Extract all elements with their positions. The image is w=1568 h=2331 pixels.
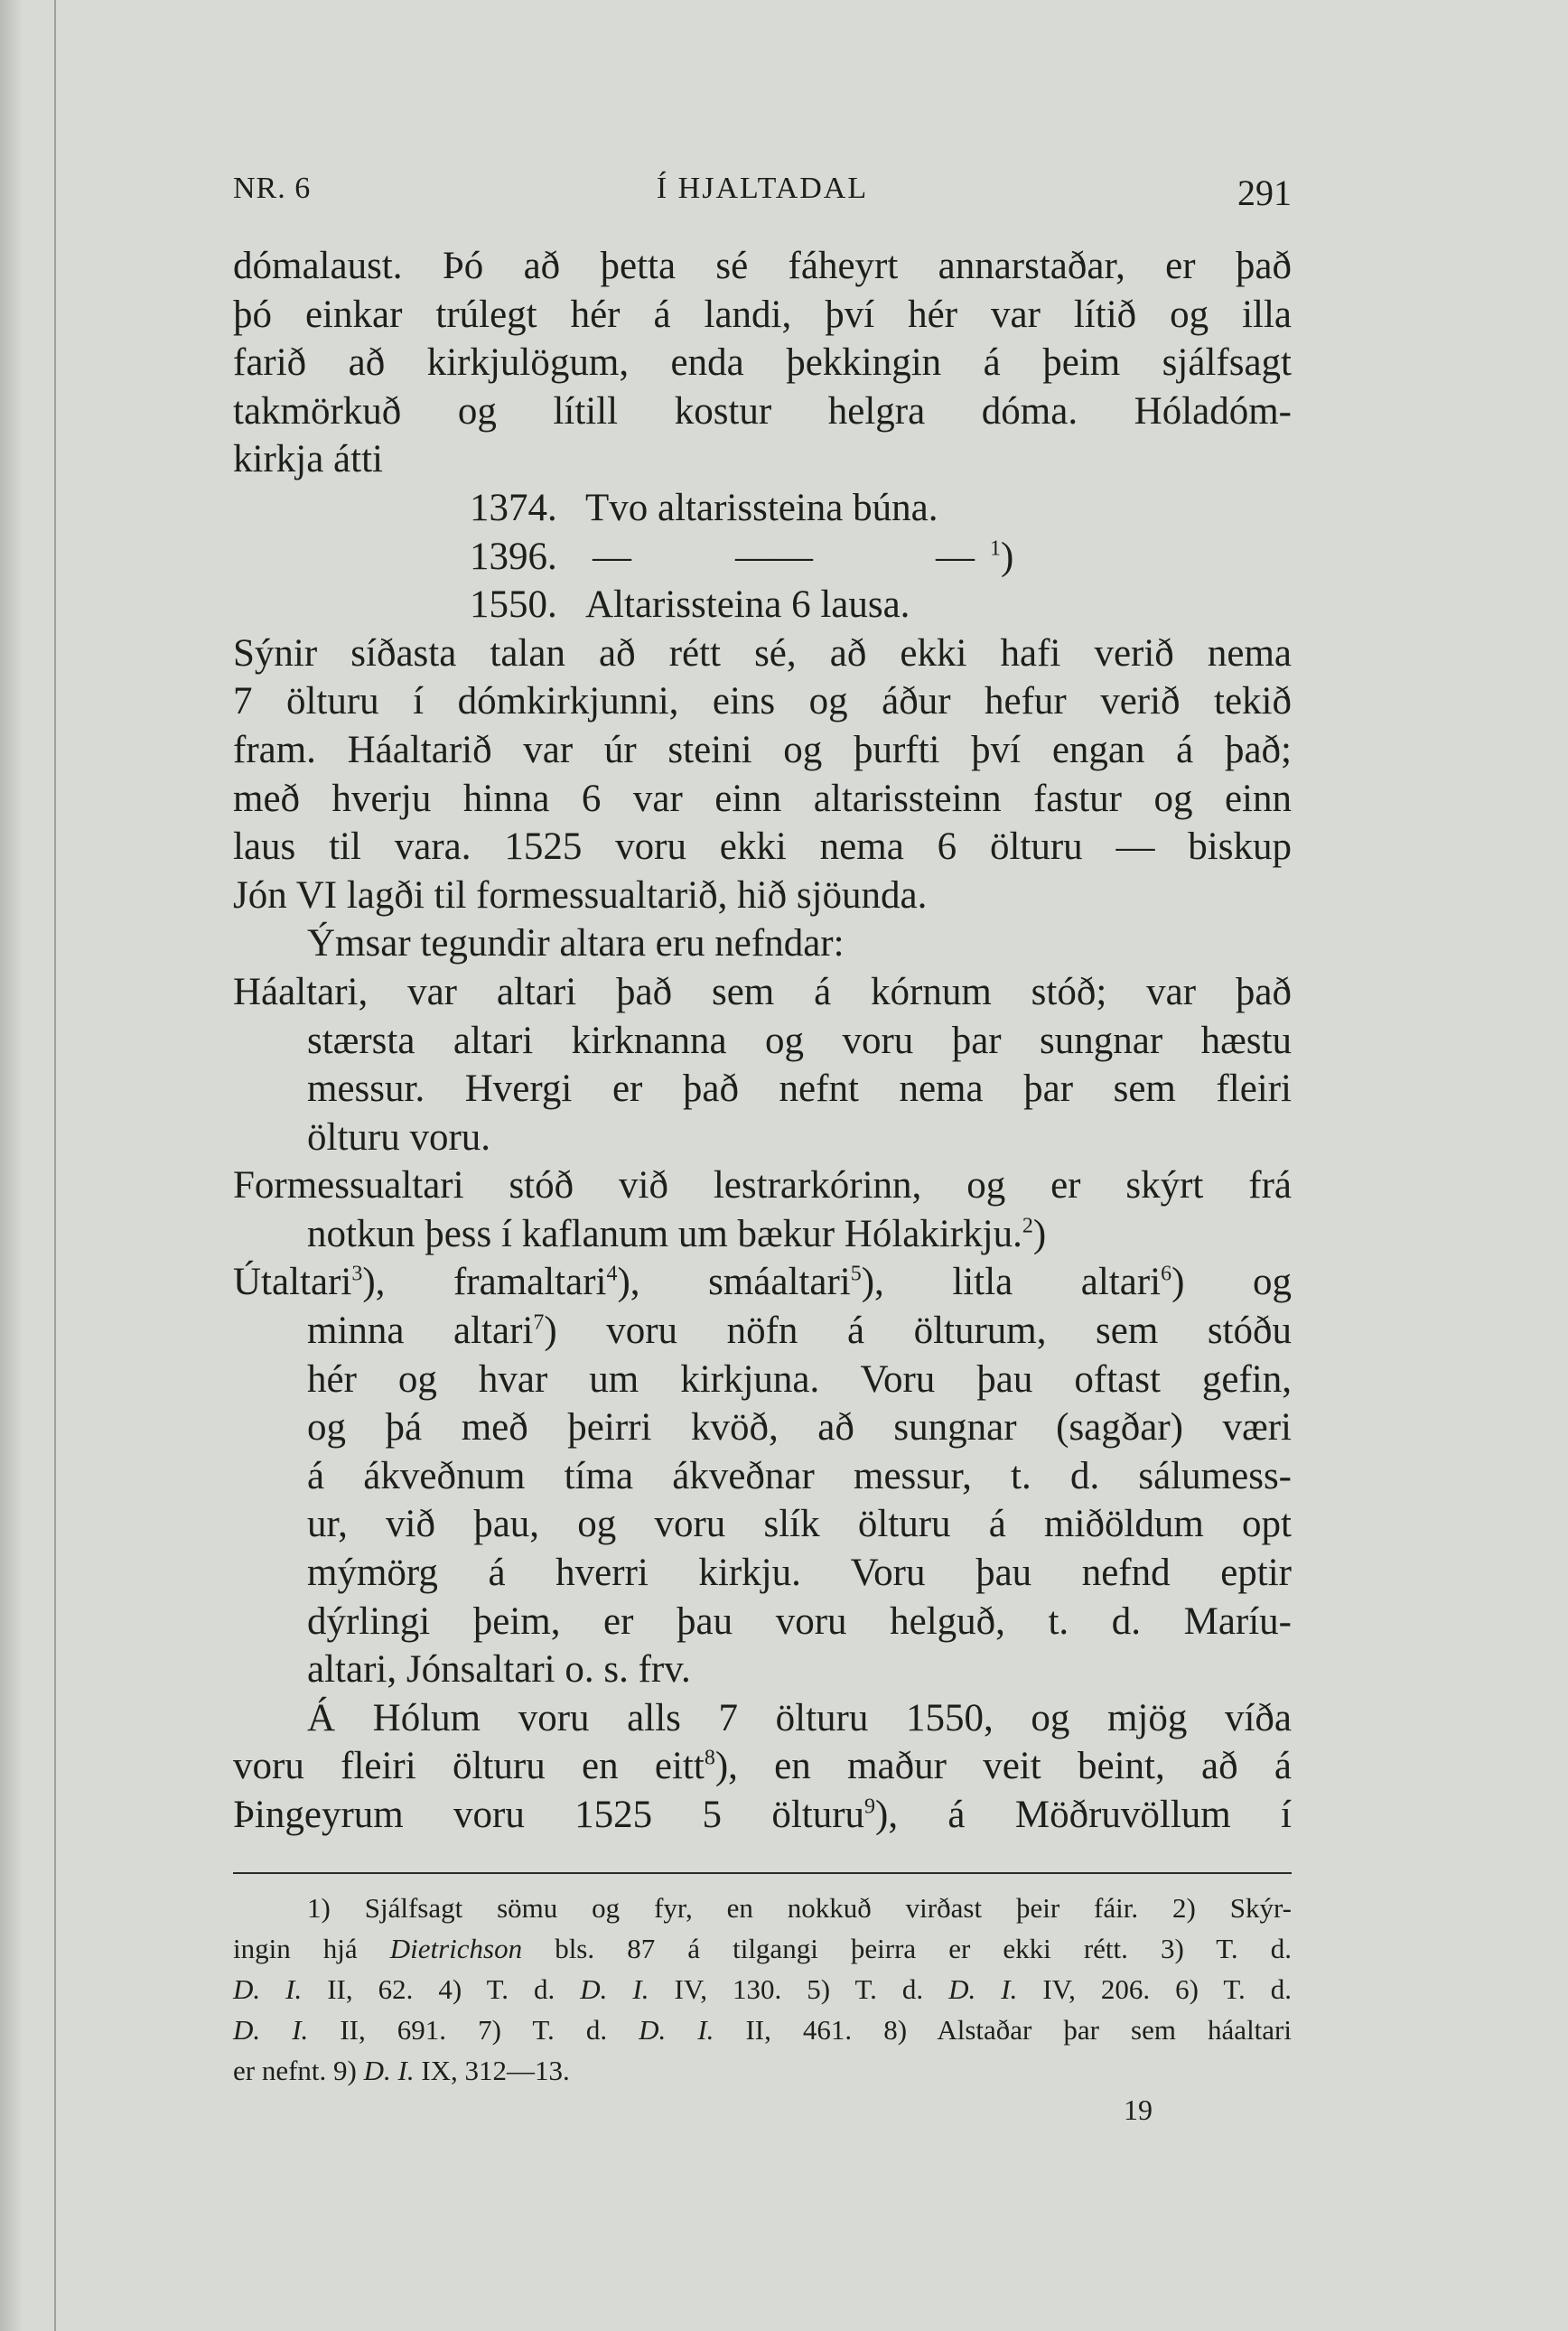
footnote-line: [233, 2050, 1292, 2091]
text-line: [307, 1307, 1292, 1356]
text-line: laus til vara. 1525 voru ekki nema 6 ölturu — biskup: [233, 825, 1292, 869]
footnote-number: 7: [533, 1310, 545, 1335]
text-line: altari, Jónsaltari o. s. frv.: [307, 1648, 691, 1692]
text-span: IV, 206. 6) T. d.: [1017, 1973, 1292, 2005]
ditto-mark: —: [936, 535, 975, 578]
signature-mark: 19: [1124, 2093, 1153, 2126]
text-span: er nefnt. 9): [233, 2055, 364, 2086]
header-issue-number: NR. 6: [233, 172, 312, 205]
text-span: ), á Möðruvöllum í: [875, 1794, 1292, 1836]
text-line: Ýmsar tegundir altara eru nefndar:: [307, 922, 845, 965]
text-span: II, 461. 8) Alstaðar þar sem háaltari: [714, 2014, 1292, 2046]
footnote-line: 1) Sjálfsagt sömu og fyr, en nokkuð virðast þeir fáir. 2) Skýr-: [307, 1892, 1292, 1924]
text-line: [233, 1742, 1292, 1791]
footnote-number: 5: [850, 1263, 862, 1287]
text-span: ) voru nöfn á ölturum, sem stóðu: [544, 1310, 1293, 1353]
page-edge-shadow: [0, 0, 23, 2331]
inventory-year: 1550.: [470, 583, 557, 627]
text-line: hér og hvar um kirkjuna. Voru þau oftast gefin,: [307, 1357, 1292, 1401]
inventory-row-1396: [233, 533, 1292, 582]
italic-citation: Dietrichson: [389, 1933, 523, 1964]
text-span: ) og: [1171, 1261, 1293, 1304]
running-header: [233, 163, 1292, 217]
text-line: fram. Háaltarið var úr steini og þurfti því engan á það;: [233, 728, 1292, 771]
text-span: IX, 312—13.: [414, 2055, 570, 2086]
main-text: [233, 242, 1292, 1840]
footnotes: [233, 1888, 1292, 2091]
text-span: II, 691. 7) T. d.: [308, 2014, 639, 2046]
text-span: ), smáaltari: [617, 1261, 851, 1304]
italic-citation: D. I.: [233, 2014, 309, 2046]
text-line: mýmörg á hverri kirkju. Voru þau nefnd eptir: [307, 1552, 1292, 1595]
inventory-row-1550: [233, 581, 1292, 629]
text-line: [233, 1258, 1292, 1307]
italic-citation: D. I.: [639, 2014, 714, 2046]
text-line: takmörkuð og lítill kostur helgra dóma. Hóladóm-: [233, 389, 1292, 433]
text-line: ölturu voru.: [307, 1115, 491, 1159]
footnote-number: 2: [1022, 1214, 1033, 1238]
footnote-number: 8: [704, 1747, 715, 1771]
text-line: farið að kirkjulögum, enda þekkingin á þeim sjálfsagt: [233, 341, 1292, 385]
ditto-mark: —: [593, 535, 631, 578]
footnote-number: 6: [1161, 1263, 1172, 1287]
text-line: Jón VI lagði til formessualtarið, hið sjöunda.: [233, 873, 928, 917]
italic-citation: D. I.: [948, 1973, 1018, 2005]
text-span: ingin hjá: [233, 1933, 390, 1964]
text-line: kirkja átti: [233, 438, 383, 481]
text-line: [307, 1210, 1292, 1259]
text-span: ), en maður veit beint, að á: [714, 1745, 1292, 1788]
italic-citation: D. I.: [233, 1973, 303, 2005]
text-span: ), framaltari: [362, 1261, 607, 1304]
page-number: 291: [1237, 172, 1292, 213]
text-span: Þingeyrum voru 1525 5 ölturu: [233, 1794, 865, 1836]
text-line: þó einkar trúlegt hér á landi, því hér var lítið og illa: [233, 293, 1292, 336]
text-span: II, 62. 4) T. d.: [302, 1973, 581, 2005]
footnote-separator: [233, 1872, 1292, 1874]
text-span: ): [1032, 1212, 1047, 1255]
text-span: bls. 87 á tilgangi þeirra er ekki rétt. 3) T. d.: [522, 1933, 1292, 1964]
text-line: á ákveðnum tíma ákveðnar messur, t. d. sálumess-: [307, 1454, 1292, 1497]
text-line: Sýnir síðasta talan að rétt sé, að ekki hafi verið nema: [233, 631, 1292, 675]
footnote-line: [233, 1928, 1292, 1969]
footnote-line: [233, 1969, 1292, 2009]
italic-citation: D. I.: [580, 1973, 649, 2005]
footnote-number: 9: [864, 1795, 876, 1819]
header-title: Í HJALTADAL: [656, 172, 869, 205]
inventory-text: Tvo altarissteina búna.: [585, 486, 938, 529]
inventory-year: 1374.: [470, 486, 557, 529]
text-span: ), litla altari: [861, 1261, 1162, 1304]
text-span: Útaltari: [233, 1261, 352, 1304]
footnote-number: 4: [606, 1263, 618, 1287]
footnote-ref: $^1$): [990, 535, 1014, 578]
text-line: 7 ölturu í dómkirkjunni, eins og áður hefur verið tekið: [233, 680, 1292, 723]
text-line: Á Hólum voru alls 7 ölturu 1550, og mjög víða: [307, 1696, 1292, 1739]
text-line: Háaltari, var altari það sem á kórnum stóð; var það: [233, 970, 1292, 1013]
italic-citation: D. I.: [363, 2055, 415, 2086]
footnote-line: [233, 2009, 1292, 2050]
ditto-mark: ——: [735, 535, 813, 578]
text-line: [233, 1791, 1292, 1840]
text-span: IV, 130. 5) T. d.: [649, 1973, 949, 2005]
text-span: voru fleiri ölturu en eitt: [233, 1745, 705, 1788]
inventory-text: Altarissteina 6 lausa.: [585, 583, 910, 627]
inventory-row-1374: [233, 484, 1292, 533]
inventory-year: 1396.: [470, 535, 557, 578]
text-line: messur. Hvergi er það nefnt nema þar sem fleiri: [307, 1068, 1292, 1111]
footnote-number: 3: [351, 1263, 363, 1287]
footnote-number: 1: [990, 536, 1001, 561]
text-span: minna altari: [307, 1310, 534, 1353]
text-line: dýrlingi þeim, er þau voru helguð, t. d. Maríu-: [307, 1599, 1292, 1643]
text-line: Formessualtari stóð við lestrarkórinn, og er skýrt frá: [233, 1164, 1292, 1207]
text-line: stærsta altari kirknanna og voru þar sungnar hæstu: [307, 1019, 1292, 1062]
text-line: með hverju hinna 6 var einn altarissteinn fastur og einn: [233, 777, 1292, 820]
binding-line: [54, 0, 56, 2331]
text-line: ur, við þau, og voru slík ölturu á miðöldum opt: [307, 1503, 1292, 1546]
text-span: notkun þess í kaflanum um bækur Hólakirkju.: [307, 1212, 1022, 1255]
text-line: dómalaust. Þó að þetta sé fáheyrt annarstaðar, er það: [233, 245, 1292, 287]
text-line: og þá með þeirri kvöð, að sungnar (sagðar) væri: [307, 1406, 1292, 1450]
